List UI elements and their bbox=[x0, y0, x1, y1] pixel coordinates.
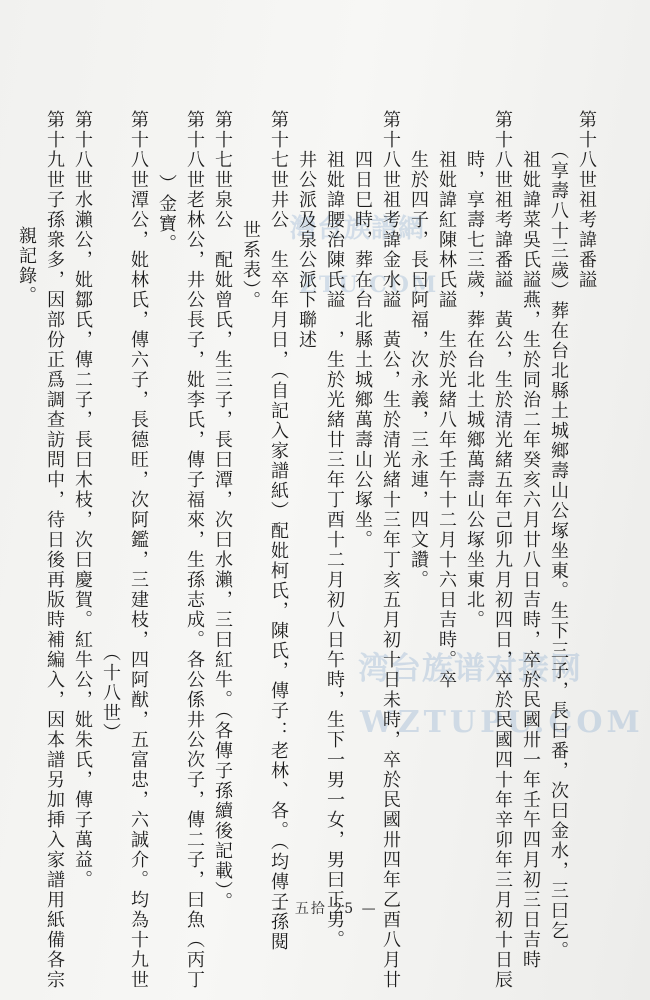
watermark-bottom-chinese: 湾台族谱对接网 bbox=[358, 651, 582, 687]
text-column-10: 祖妣諱腰治陳氏謚 ，生於光緒廿三年丁酉十二月初八日午時，生下一男一女，男曰正男。 bbox=[324, 130, 345, 950]
text-column-11: 井公派及泉公派下聯述 bbox=[296, 130, 317, 350]
genealogy-text-block bbox=[16, 110, 600, 990]
text-column-6: 祖妣諱紅陳林氏謚 生於光緒八年壬午十二月十六日吉時。卒 bbox=[436, 130, 457, 690]
page-number: — 五拾 25 — bbox=[272, 901, 378, 917]
text-column-16: ）金寶。 bbox=[156, 154, 177, 254]
watermark-top-url: ZTU.COM bbox=[300, 272, 440, 298]
text-column-8: 第十八世祖考諱金水謚 黃公，生於清光緒十三年丁亥五月初十日未時，卒於民國卅四年乙酉八月廿 bbox=[380, 110, 401, 990]
text-column-2: （享壽八十三歲）葬在台北縣土城鄉壽山公塚坐東。生下三子，長曰番，次曰金水，三曰乞。 bbox=[548, 130, 569, 961]
watermark-bottom-url: WZTUPU.COM bbox=[360, 705, 644, 740]
text-column-12: 第十七世井公 生卒年月日，（自記入家譜紙）配妣柯氏，陳氏，傳子：老林、各。（均傳子孫閱 bbox=[268, 110, 289, 952]
text-column-5: 時，享壽七三歲，葬在台北土城鄉萬壽山公塚坐東北。 bbox=[464, 130, 485, 630]
text-column-9: 四日巳時，葬在台北縣土城鄉萬壽山公塚坐。 bbox=[352, 130, 373, 550]
text-column-3: 祖妣諱菜吳氏謚燕，生於同治二年癸亥六月廿八日吉時，卒於民國卅一年壬午四月初三日吉時 bbox=[520, 130, 541, 970]
text-column-15: 第十八世老林公，井公長子，妣李氏，傳子福來，生孫志成。各公係井公次子，傳二子，曰魚（丙丁 bbox=[184, 110, 205, 990]
text-column-21: 親記錄。 bbox=[16, 206, 37, 306]
text-column-14: 第十七世泉公 配妣曾氏，生三子，長曰潭，次曰水瀨，三曰紅牛。（各傳子孫續後記載）。 bbox=[212, 110, 233, 912]
text-column-1: 第十八世祖考諱番謚 bbox=[576, 110, 597, 290]
text-column-13: 世系表）。 bbox=[240, 180, 261, 311]
watermark-top-chinese: 灣台族譜網 bbox=[290, 214, 426, 244]
text-column-19: 第十八世水瀨公，妣鄒氏，傳二子，長曰木枝，次曰慶賀。紅牛公，妣朱氏，傳子萬益。 bbox=[72, 110, 93, 890]
text-column-4: 第十八世祖考諱番謚 黃公，生於清光緒五年己卯九月初四日，卒於民國四十年辛卯年三月初十日辰 bbox=[492, 110, 513, 990]
text-column-20: 第十九世子孫衆多，因部份正爲調查訪問中，待日後再版時補編入，因本譜另加挿入家譜用紙備各宗 bbox=[44, 110, 65, 990]
text-column-7: 生於四子，長曰阿福，次永義，三永連，四文讚。 bbox=[408, 130, 429, 590]
text-column-18: （十八世） bbox=[100, 132, 121, 743]
text-column-17: 第十八世潭公，妣林氏，傳六子，長德旺，次阿鑑，三建枝，四阿猷，五富忠，六誠介。均為十九世 bbox=[128, 110, 149, 990]
